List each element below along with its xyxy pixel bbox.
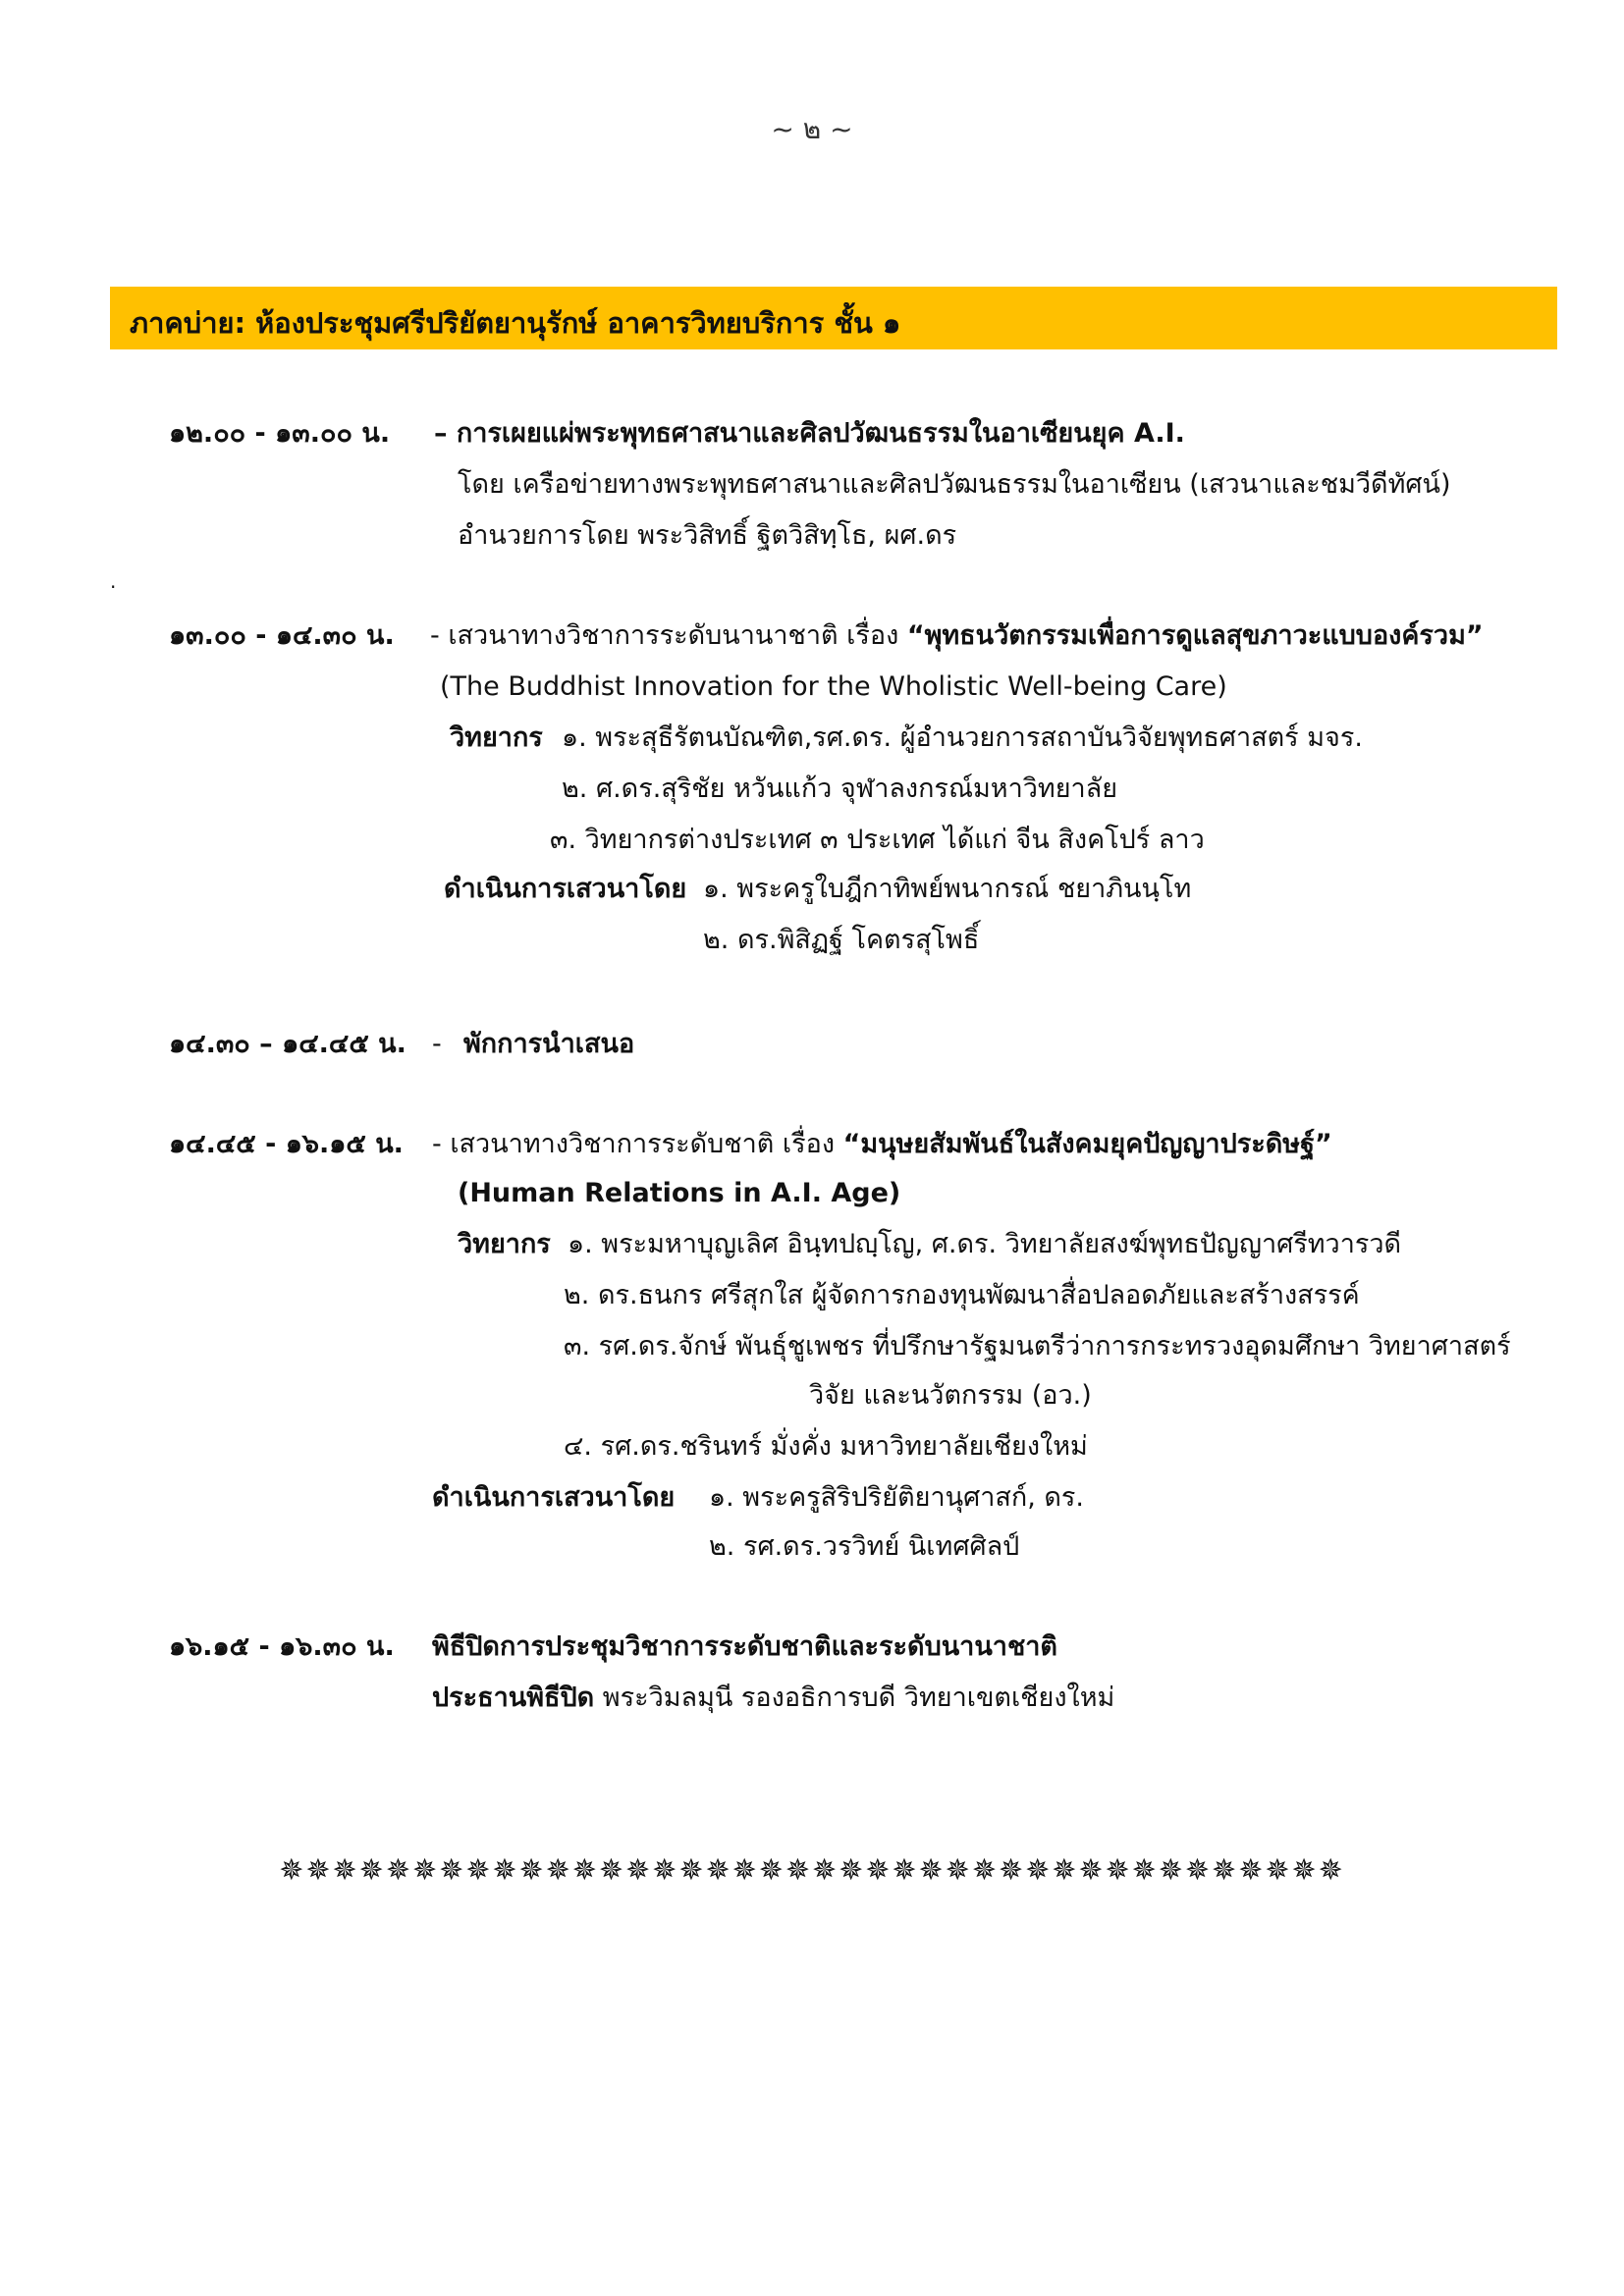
session-3-time: ๑๔.๓๐ – ๑๔.๔๕ น. [169, 1029, 406, 1059]
session-2-time: ๑๓.๐๐ - ๑๔.๓๐ น. [169, 620, 395, 651]
session-2-topic: “พุทธนวัตกรรมเพื่อการดูแลสุขภาวะแบบองค์รวม” [906, 620, 1484, 651]
session-2-intro: - เสวนาทางวิชาการระดับนานาชาติ เรื่อง [430, 620, 907, 651]
session-4-speaker-3-cont: วิจัย และนวัตกรรม (อว.) [809, 1380, 1092, 1411]
session-4-heading [432, 1127, 1332, 1162]
session-4-topic: “มนุษยสัมพันธ์ในสังคมยุคปัญญาประดิษฐ์” [842, 1129, 1332, 1159]
session-1-organizer: โดย เครือข่ายทางพระพุทธศาสนาและศิลปวัฒนธรรมในอาเซียน (เสวนาและชมวีดีทัศน์) [458, 469, 1451, 500]
session-2-speaker-label: วิทยากร [450, 722, 543, 753]
stray-dot: . [110, 569, 117, 593]
session-1-title: – การเผยแผ่พระพุทธศาสนาและศิลปวัฒนธรรมในอาเซียนยุค A.I. [434, 418, 1185, 449]
session-2-speaker-3: ๓. วิทยากรต่างประเทศ ๓ ประเทศ ได้แก่ จีน สิงคโปร์ ลาว [550, 825, 1205, 855]
section-title: ภาคบ่าย: ห้องประชุมศรีปริยัตยานุรักษ์ อาคารวิทยบริการ ชั้น ๑ [130, 306, 901, 340]
session-4-speaker-label: วิทยากร [458, 1229, 551, 1259]
page-number: ~ ๒ ~ [771, 113, 853, 145]
session-2-moderator-1: ๑. พระครูใบฎีกาทิพย์พนากรณ์ ชยาภินนฺโท [703, 874, 1192, 904]
session-3-title: พักการนำเสนอ [463, 1029, 635, 1059]
session-4-speaker-4: ๔. รศ.ดร.ชรินทร์ มั่งคั่ง มหาวิทยาลัยเชียงใหม่ [564, 1431, 1088, 1462]
session-4-speaker-3: ๓. รศ.ดร.จักษ์ พันธุ์ชูเพชร ที่ปรึกษารัฐมนตรีว่าการกระทรวงอุดมศึกษา วิทยาศาสตร์ [564, 1331, 1511, 1362]
session-3-dash: - [432, 1029, 442, 1059]
session-5-chair-name: พระวิมลมุนี รองอธิการบดี วิทยาเขตเชียงใหม่ [594, 1682, 1115, 1713]
session-2-speaker-2: ๒. ศ.ดร.สุริชัย หวันแก้ว จุฬาลงกรณ์มหาวิทยาลัย [562, 774, 1118, 804]
session-5-title: พิธีปิดการประชุมวิชาการระดับชาติและระดับนานาชาติ [432, 1631, 1057, 1662]
closing-stars-divider: ✵✵✵✵✵✵✵✵✵✵✵✵✵✵✵✵✵✵✵✵✵✵✵✵✵✵✵✵✵✵✵✵✵✵✵✵✵✵✵✵ [279, 1853, 1345, 1888]
session-2-moderator-2: ๒. ดร.พิสิฏฐ์ โคตรสุโพธิ์ [703, 925, 980, 955]
session-2-heading [430, 618, 1484, 654]
session-4-time: ๑๔.๔๕ - ๑๖.๑๕ น. [169, 1129, 404, 1159]
session-4-moderator-2: ๒. รศ.ดร.วรวิทย์ นิเทศศิลป์ [709, 1531, 1020, 1562]
session-2-speaker-1: ๑. พระสุธีรัตนบัณฑิต,รศ.ดร. ผู้อำนวยการสถาบันวิจัยพุทธศาสตร์ มจร. [562, 722, 1363, 753]
session-2-english-title: (The Buddhist Innovation for the Wholistic Well-being Care) [440, 671, 1227, 702]
session-1-time: ๑๒.๐๐ - ๑๓.๐๐ น. [169, 418, 391, 449]
session-4-english-title: (Human Relations in A.I. Age) [458, 1178, 901, 1208]
session-5-time: ๑๖.๑๕ - ๑๖.๓๐ น. [169, 1631, 395, 1662]
session-4-moderator-label: ดำเนินการเสวนาโดย [432, 1482, 676, 1513]
session-5-chair-label: ประธานพิธีปิด [432, 1682, 595, 1713]
session-4-moderator-1: ๑. พระครูสิริปริยัติยานุศาสก์, ดร. [709, 1482, 1084, 1513]
session-4-intro: - เสวนาทางวิชาการระดับชาติ เรื่อง [432, 1129, 843, 1159]
session-4-speaker-2: ๒. ดร.ธนกร ศรีสุกใส ผู้จัดการกองทุนพัฒนาสื่อปลอดภัยและสร้างสรรค์ [564, 1280, 1360, 1310]
session-4-speaker-1: ๑. พระมหาบุญเลิศ อินฺทปญฺโญ, ศ.ดร. วิทยาลัยสงฆ์พุทธปัญญาศรีทวารวดี [568, 1229, 1402, 1259]
session-1-director: อำนวยการโดย พระวิสิทธิ์ ฐิตวิสิทฺโธ, ผศ.ดร [458, 520, 957, 551]
session-5-chair [432, 1681, 1114, 1716]
section-banner [110, 287, 1557, 349]
session-2-moderator-label: ดำเนินการเสวนาโดย [444, 874, 687, 904]
